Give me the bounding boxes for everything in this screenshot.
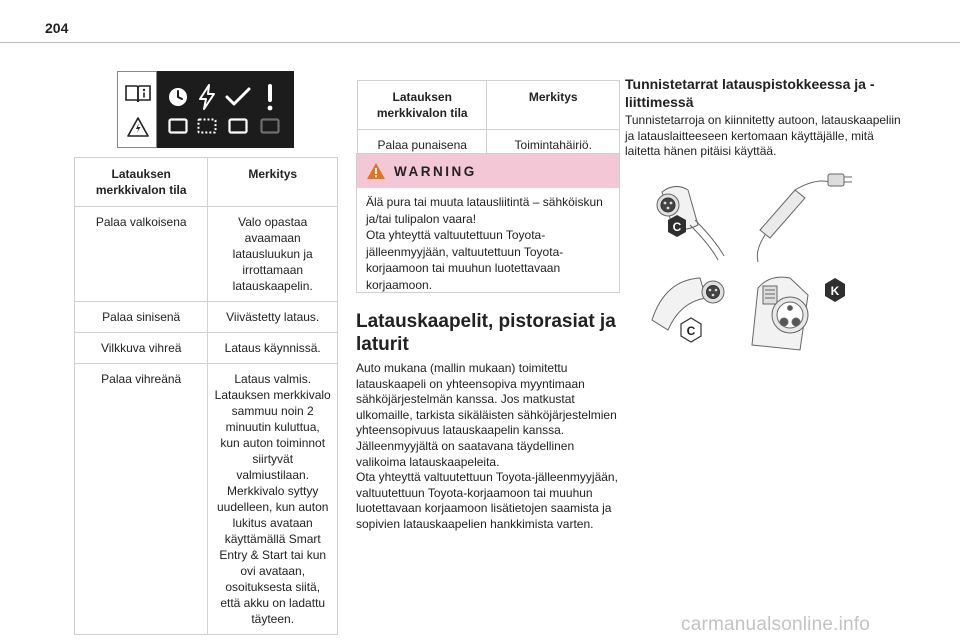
table-row [75, 302, 338, 333]
warning-triangle-icon [366, 162, 386, 180]
table-cell-meaning: Viivästetty lataus. [208, 302, 338, 333]
table-cell-meaning: Valo opastaa avaamaan latausluukun ja irrottamaan latauskaapelin. [208, 207, 338, 302]
warning-triangle-icon [126, 116, 150, 138]
warning-box [356, 153, 620, 293]
warning-header [357, 154, 619, 188]
panel-right-section [157, 71, 294, 148]
table-cell-status: Palaa valkoisena [75, 207, 208, 302]
exclamation-icon [265, 83, 275, 111]
top-divider [0, 42, 960, 43]
charging-socket [752, 277, 808, 350]
warning-title: WARNING [394, 163, 477, 179]
subsection-text: Tunnistetarroja on kiinnitetty autoon, latauskaapeliin ja latauslaitteeseen kertomaan käyttäjälle, mitä laitetta hänen pitäisi käyttää. [625, 113, 901, 159]
table-cell-status: Palaa punaisena [358, 130, 487, 161]
table-header-row [75, 158, 338, 207]
square-dark-icon [260, 118, 280, 134]
subsection-title: Tunnistetarrat latauspistokkeessa ja -liittimessä [625, 76, 875, 110]
charging-cable-box [757, 174, 852, 262]
indicator-status-table-continued [357, 80, 620, 161]
label-c-filled-text: C [672, 220, 682, 234]
square-solid-icon [168, 118, 188, 134]
clock-icon [167, 86, 189, 108]
table-header-row [358, 81, 620, 130]
table-header-status: Latauksen merkkivalon tila [75, 158, 208, 207]
table-cell-meaning: Toimintahäiriö. [487, 130, 620, 161]
connector-labels-illustration [640, 170, 865, 360]
square-outline-icon [228, 118, 248, 134]
label-k-filled-text: K [830, 284, 840, 298]
charging-connector-top [657, 186, 724, 260]
table-header-meaning: Merkitys [487, 81, 620, 130]
lightning-icon [197, 84, 217, 110]
table-header-status: Latauksen merkkivalon tila [358, 81, 487, 130]
table-cell-status: Palaa sinisenä [75, 302, 208, 333]
table-row [75, 333, 338, 364]
section-text: Auto mukana (mallin mukaan) toimitettu latauskaapeli on yhteensopiva myyntimaan sähköjärjestelmän kanssa. Jos matkustat ulkomaille, tarkista sikäläisten sähköjärjestelmien yhteensopivuus latauskaapelin kanssa. Jälleenmyyjältä on saatavana täydellinen valikoima latauskaapeleita. Ota yhteyttä valtuutettuun Toyota-jälleenmyyjään, valtuutettuun Toyota-korjaamoon tai muuhun luotettavaan korjaamoon lisätietojen saamista ja sopivien latauskaapelien hankkimista varten. [356, 361, 618, 531]
table-row [75, 364, 338, 635]
page-number: 204 [45, 20, 69, 36]
check-icon [225, 87, 251, 107]
table-header-meaning: Merkitys [208, 158, 338, 207]
square-dotted-icon [197, 118, 217, 134]
panel-left-section [117, 71, 157, 148]
label-c-outline-text: C [686, 324, 696, 338]
table-cell-status: Vilkkuva vihreä [75, 333, 208, 364]
indicator-status-table [74, 157, 338, 635]
charging-indicator-panel [117, 71, 294, 148]
table-cell-meaning: Lataus käynnissä. [208, 333, 338, 364]
watermark: carmanualsonline.info [681, 614, 871, 635]
warning-text: Älä pura tai muuta latausliitintä – sähköiskun ja/tai tulipalon vaara! Ota yhteyttä valtuutettuun Toyota-jälleenmyyjään, valtuutettuun Toyota-korjaamoon tai muuhun luotettavaan korjaamoon. [366, 195, 603, 292]
manual-info-icon [124, 82, 152, 104]
section-title: Latauskaapelit, pistorasiat ja laturit [356, 311, 616, 355]
table-cell-meaning: Lataus valmis. Latauksen merkkivalo sammuu noin 2 minuutin kuluttua, kun auton toiminnot siirtyvät valmiustilaan. Merkkivalo syttyy uudelleen, kun auton lukitus avataan käyttämällä Smart Entry & Start tai kun ovi avataan, osoituksesta siitä, että akku on ladattu täyteen. [208, 364, 338, 635]
table-row [75, 207, 338, 302]
table-cell-status: Palaa vihreänä [75, 364, 208, 635]
